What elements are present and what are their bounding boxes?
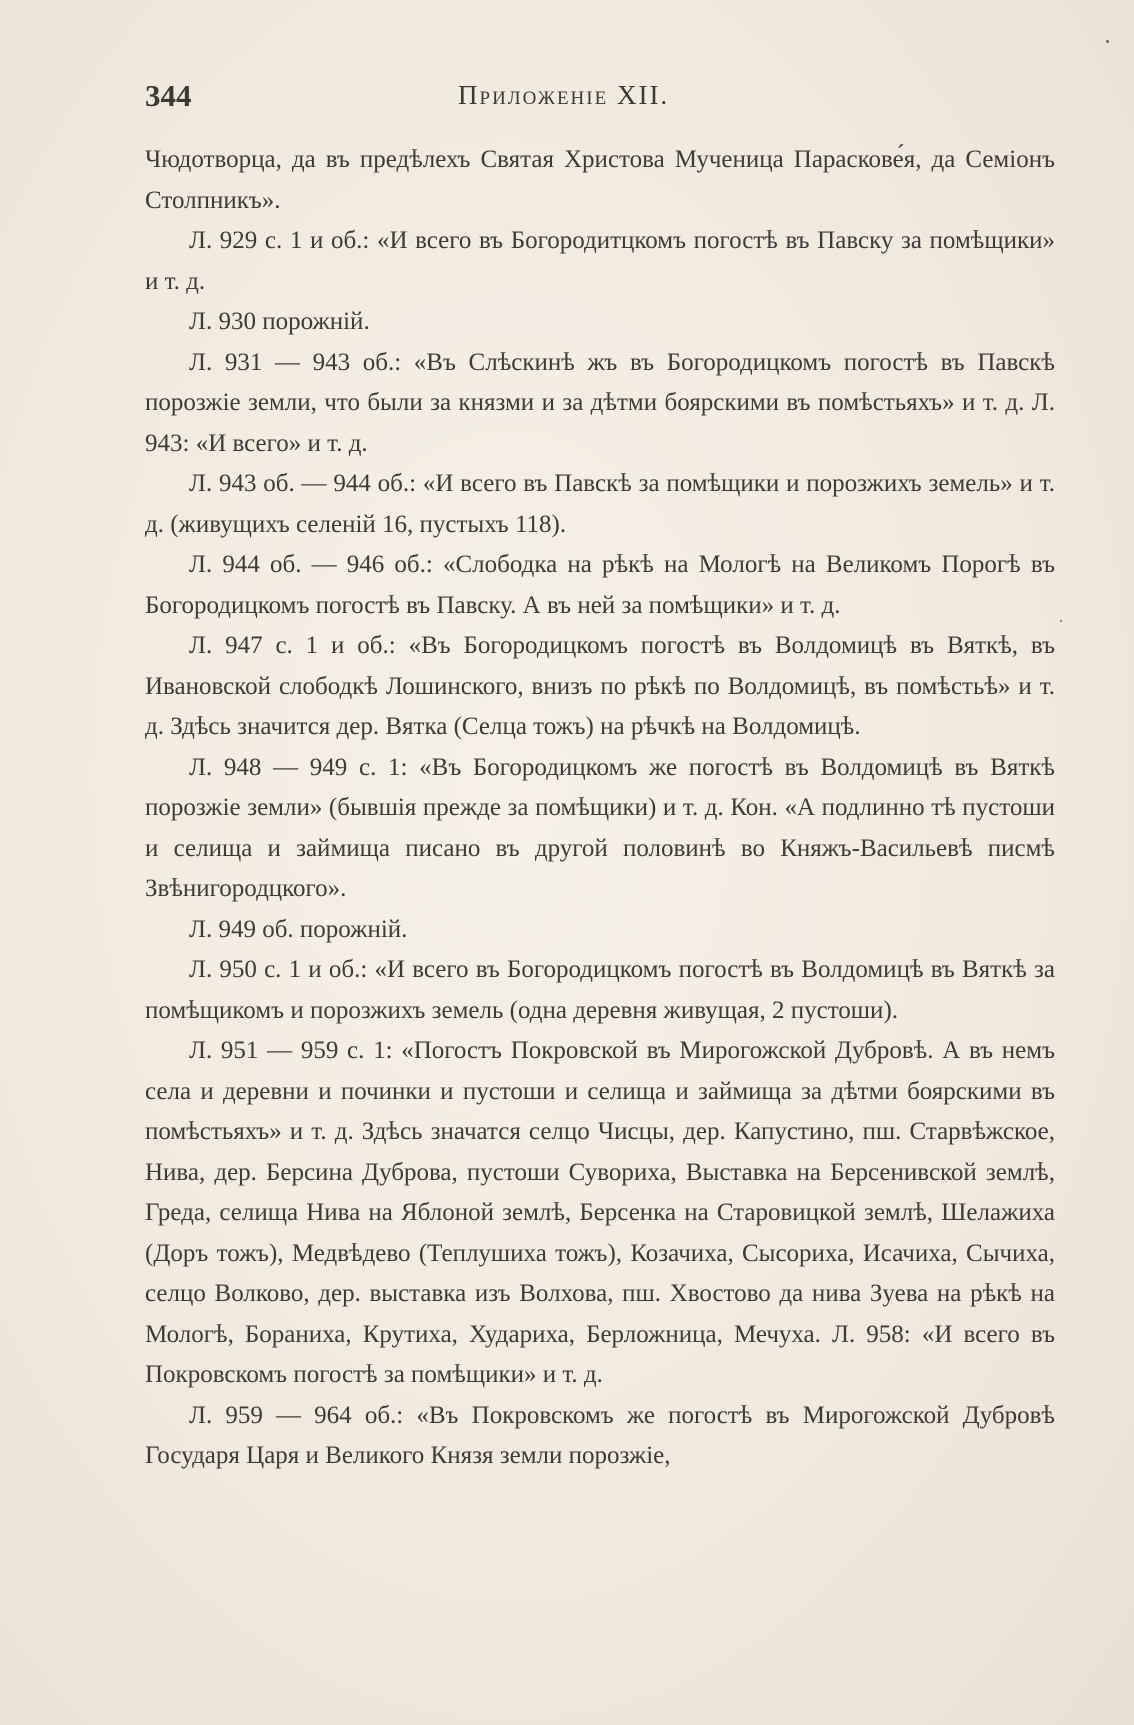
body-text xyxy=(145,140,1055,1477)
paragraph: Л. 943 об. — 944 об.: «И всего въ Павскѣ за помѣщики и порозжихъ земель» и т. д. (живущихъ селеній 16, пустыхъ 118). xyxy=(145,470,1055,538)
paragraph: Л. 931 — 943 об.: «Въ Слѣскинѣ жъ въ Богородицкомъ погостѣ въ Павскѣ порозжіе земли, что были за князми и за дѣтми боярскими въ помѣстьяхъ» и т. д. Л. 943: «И всего» и т. д. xyxy=(145,348,1055,457)
paragraph: Л. 947 с. 1 и об.: «Въ Богородицкомъ погостѣ въ Волдомицѣ въ Вяткѣ, въ Ивановской слободкѣ Лошинского, внизъ по рѣкѣ по Волдомицѣ, въ помѣстьѣ» и т. д. Здѣсь значится дер. Вятка (Селца тожъ) на рѣчкѣ на Волдомицѣ. xyxy=(145,632,1055,740)
paper-speck xyxy=(1060,620,1062,622)
paper-speck xyxy=(1106,40,1109,43)
paragraph: Чюдотворца, да въ предѣлехъ Святая Христова Мученица Параскове́я, да Семіонъ Столпникъ». xyxy=(145,146,1055,214)
paragraph: Л. 949 об. порожній. xyxy=(189,915,408,943)
paragraph: Л. 944 об. — 946 об.: «Слободка на рѣкѣ на Мологѣ на Великомъ Порогѣ въ Богородицкомъ погостѣ въ Павску. А въ ней за помѣщики» и т. д. xyxy=(145,551,1055,619)
paragraph: Л. 929 с. 1 и об.: «И всего въ Богородитцкомъ погостѣ въ Павску за помѣщики» и т. д. xyxy=(145,227,1055,295)
paragraph: Л. 951 — 959 с. 1: «Погостъ Покровской въ Мирогожской Дубровѣ. А въ немъ села и деревни и починки и пустоши и селища и займища за дѣтми боярскими въ помѣстьяхъ» и т. д. Здѣсь значатся селцо Чисцы, дер. Капустино, пш. Старвѣжское, Нива, дер. Берсина Дуброва, пустоши Сувориха, Выставка на Берсенивской землѣ, Греда, селища Нива на Яблоной землѣ, Берсенка на Старовицкой землѣ, Шелажиха (Доръ тожъ), Медвѣдево (Теплушиха тожъ), Козачиха, Сысориха, Исачиха, Сычиха, селцо Волково, дер. выставка изъ Волхова, пш. Хвостово да нива Зуева на рѣкѣ на Мологѣ, Бораниха, Крутиха, Худариха, Берложница, Мечуха. Л. 958: «И всего въ Покровскомъ погостѣ за помѣщики» и т. д. xyxy=(145,1037,1055,1388)
page-number: 344 xyxy=(145,78,192,113)
paragraph: Л. 950 с. 1 и об.: «И всего въ Богородицкомъ погостѣ въ Волдомицѣ въ Вяткѣ за помѣщикомъ и порозжихъ земель (одна деревня живущая, 2 пустоши). xyxy=(145,956,1055,1024)
page-header xyxy=(145,78,1073,122)
running-title: Приложеніе XII. xyxy=(458,80,670,110)
paragraph: Л. 948 — 949 с. 1: «Въ Богородицкомъ же погостѣ въ Волдомицѣ въ Вяткѣ порозжіе земли» (бывшія прежде за помѣщики) и т. д. Кон. «А подлинно тѣ пустоши и селища и займища писано въ другой половинѣ во Княжъ-Васильевѣ писмѣ Звѣнигородцкого». xyxy=(145,753,1055,902)
paragraph: Л. 930 порожній. xyxy=(189,308,370,335)
paragraph: Л. 959 — 964 об.: «Въ Покровскомъ же погостѣ въ Мирогожской Дубровѣ Государя Царя и Великого Князя земли порозжіе, xyxy=(145,1401,1055,1469)
